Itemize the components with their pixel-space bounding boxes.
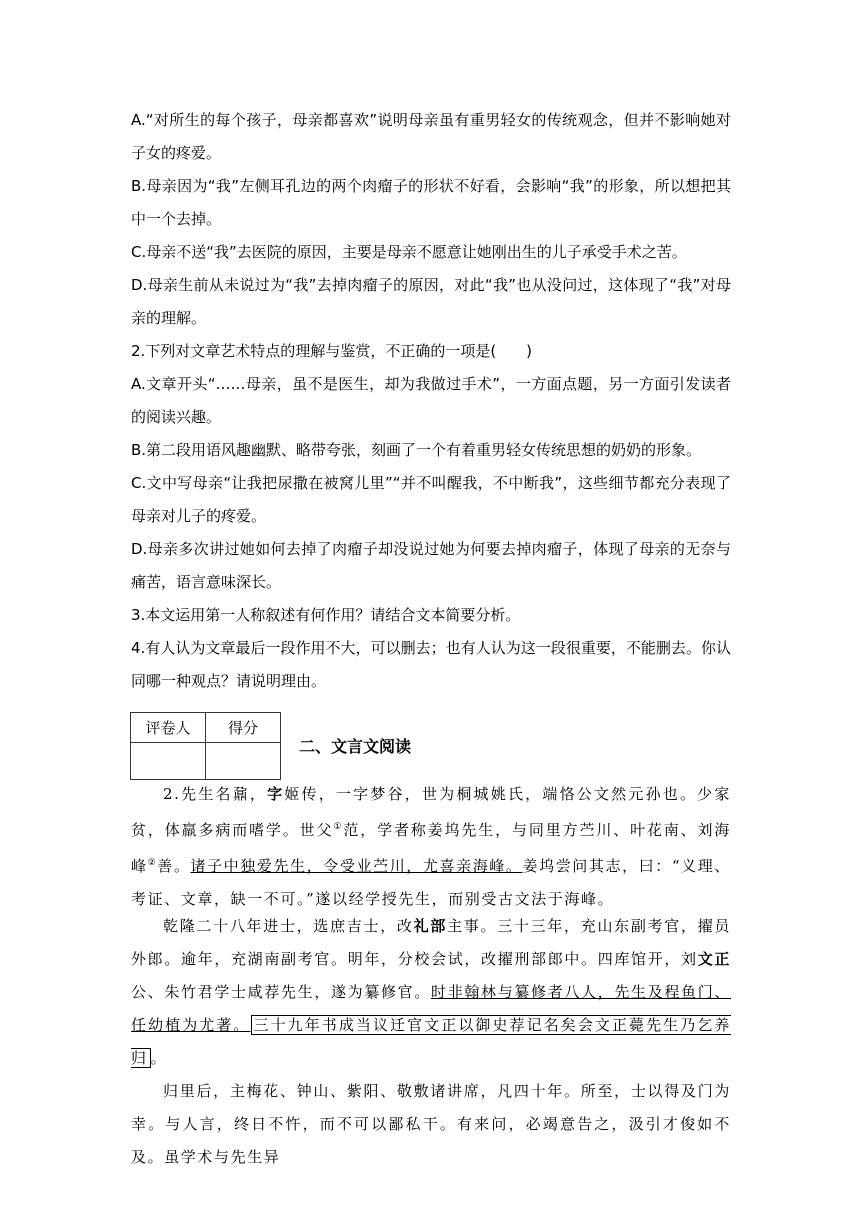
footnote-mark-1: ① xyxy=(333,822,344,832)
footnote-mark-2: ② xyxy=(147,858,158,868)
grader-header: 评卷人 xyxy=(131,713,206,743)
q2-option-d: D.母亲多次讲过她如何去掉了肉瘤子却没说过她为何要去掉肉瘤子，体现了母亲的无奈与痛苦，语言意味深长。 xyxy=(131,540,731,591)
q2-option-b: B.第二段用语风趣幽默、略带夸张，刻画了一个有着重男轻女传统思想的奶奶的形象。 xyxy=(131,441,702,459)
q3-question: 3.本文运用第一人称叙述有何作用？请结合文本简要分析。 xyxy=(131,606,521,624)
passage-paragraph-3: 归里后，主梅花、钟山、紫阳、敬敷诸讲席，凡四十年。所至，士以得及门为幸。与人言，终日不忤，而不可以鄙私干。有来问，必竭意告之，汲引才俊如不及。虽学术与先生异 xyxy=(131,1082,731,1166)
q2-stem: 2.下列对文章艺术特点的理解与鉴赏，不正确的一项是( ) xyxy=(131,342,533,360)
underlined-sentence-2: 时非翰林与纂修者八人，先生及程鱼门、任幼植为尤著。 xyxy=(131,983,731,1034)
score-header: 得分 xyxy=(206,713,281,743)
boxed-sentence: 三十九年书成当议迁官文正以御史荐记名矣会文正薨先生乃乞养归 xyxy=(131,1016,731,1067)
q1-option-d: D.母亲生前从未说过为“我”去掉肉瘤子的原因，对此“我”也从没问过，这体现了“我”对母亲的理解。 xyxy=(131,276,731,327)
score-table xyxy=(130,712,281,780)
q2-option-c: C.文中写母亲“让我把尿撒在被窝儿里”“并不叫醒我，不中断我”，这些细节都充分表现了母亲对儿子的疼爱。 xyxy=(131,474,731,525)
q1-option-b: B.母亲因为“我”左侧耳孔边的两个肉瘤子的形状不好看，会影响“我”的形象，所以想把其中一个去掉。 xyxy=(131,177,731,228)
passage-paragraph-2: 乾隆二十八年进士，选庶吉士，改礼部主事。三十三年，充山东副考官，擢员外郎。逾年，充湖南副考官。明年，分校会试，改擢刑部郎中。四库馆开，刘文正公、朱竹君学士咸荐先生，遂为纂修官。时非翰林与纂修者八人，先生及程鱼门、任幼植为尤著。 三十九年书成当议迁官文正以御史荐记名矣会文正薨先生乃乞养归 。 xyxy=(131,917,732,1067)
underlined-sentence-1: 诸子中独爱先生，令受业苎川，尤喜亲海峰。 xyxy=(190,857,523,875)
q1-option-c: C.母亲不送“我”去医院的原因，主要是母亲不愿意让她刚出生的儿子承受手术之苦。 xyxy=(131,243,687,261)
grader-cell[interactable] xyxy=(131,743,206,780)
passage-paragraph-1: 2.先生名鼐，字姬传，一字梦谷，世为桐城姚氏，端恪公文然元孙也。少家贫，体羸多病而嗜学。世父①范，学者称姜坞先生，与同里方苎川、叶花南、刘海峰②善。诸子中独爱先生，令受业苎川，尤喜亲海峰。姜坞尝问其志，曰：“义理、考证、文章，缺一不可。”遂以经学授先生，而别受古文法于海峰。 xyxy=(131,785,731,908)
q4-question: 4.有人认为文章最后一段作用不大，可以删去；也有人认为这一段很重要，不能删去。你认同哪一种观点？请说明理由。 xyxy=(131,639,731,690)
score-cell[interactable] xyxy=(206,743,281,780)
section-title: 二、文言文阅读 xyxy=(299,737,412,756)
q1-option-a: A.“对所生的每个孩子，母亲都喜欢”说明母亲虽有重男轻女的传统观念，但并不影响她对子女的疼爱。 xyxy=(131,111,731,162)
q2-option-a: A.文章开头“……母亲，虽不是医生，却为我做过手术”，一方面点题，另一方面引发读者的阅读兴趣。 xyxy=(131,375,731,426)
